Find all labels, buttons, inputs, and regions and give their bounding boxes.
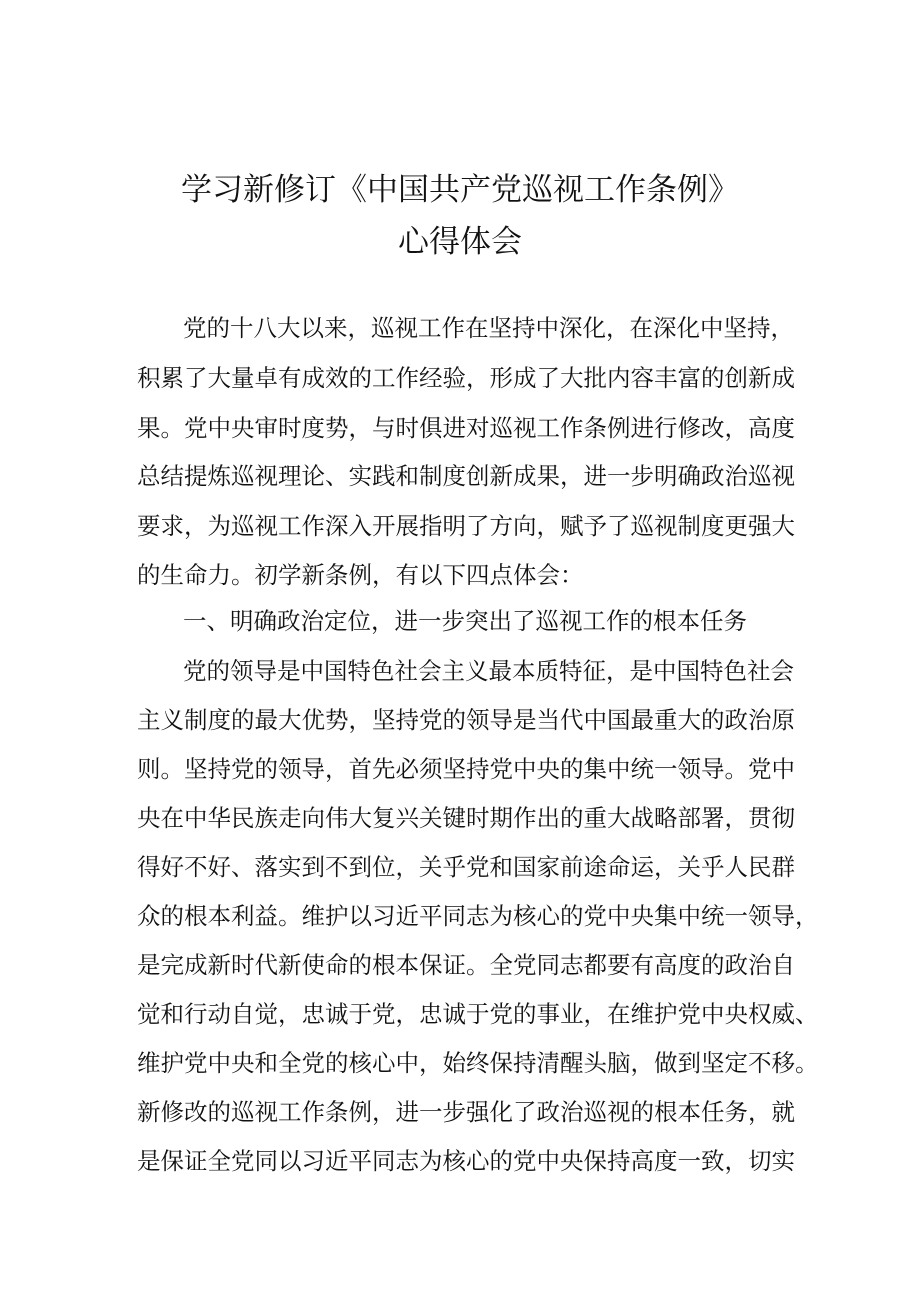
paragraph-1-line: 果。党中央审时度势，与时俱进对巡视工作条例进行修改，高度 <box>137 414 795 442</box>
paragraph-1-line: 要求，为巡视工作深入开展指明了方向，赋予了巡视制度更强大 <box>137 512 795 540</box>
paragraph-1-line: 总结提炼巡视理论、实践和制度创新成果，进一步明确政治巡视 <box>137 462 795 490</box>
paragraph-1-line: 积累了大量卓有成效的工作经验，形成了大批内容丰富的创新成 <box>137 364 795 392</box>
paragraph-2-line: 维护党中央和全党的核心中，始终保持清醒头脑，做到坚定不移。 <box>137 1049 819 1077</box>
paragraph-2-line: 是保证全党同以习近平同志为核心的党中央保持高度一致，切实 <box>137 1147 795 1175</box>
paragraph-1-line: 的生命力。初学新条例，有以下四点体会： <box>137 561 584 589</box>
section-heading-1: 一、明确政治定位，进一步突出了巡视工作的根本任务 <box>183 607 747 635</box>
document-title-line-1: 学习新修订《中国共产党巡视工作条例》 <box>181 172 739 208</box>
paragraph-2-line: 是完成新时代新使命的根本保证。全党同志都要有高度的政治自 <box>137 951 795 979</box>
paragraph-2-line: 得好不好、落实到不到位，关乎党和国家前途命运，关乎人民群 <box>137 853 795 881</box>
document-title-line-2: 心得体会 <box>398 224 522 260</box>
paragraph-2-line: 觉和行动自觉，忠诚于党，忠诚于党的事业，在维护党中央权威、 <box>137 1000 819 1028</box>
paragraph-2-line: 主义制度的最大优势，坚持党的领导是当代中国最重大的政治原 <box>137 706 795 734</box>
paragraph-2-line: 众的根本利益。维护以习近平同志为核心的党中央集中统一领导， <box>137 902 819 930</box>
paragraph-2-line: 党的领导是中国特色社会主义最本质特征，是中国特色社会 <box>183 657 794 685</box>
paragraph-2-line: 新修改的巡视工作条例，进一步强化了政治巡视的根本任务，就 <box>137 1098 795 1126</box>
paragraph-2-line: 央在中华民族走向伟大复兴关键时期作出的重大战略部署，贯彻 <box>137 804 795 832</box>
paragraph-1-line: 党的十八大以来，巡视工作在坚持中深化，在深化中坚持， <box>183 314 794 342</box>
paragraph-2-line: 则。坚持党的领导，首先必须坚持党中央的集中统一领导。党中 <box>137 755 795 783</box>
